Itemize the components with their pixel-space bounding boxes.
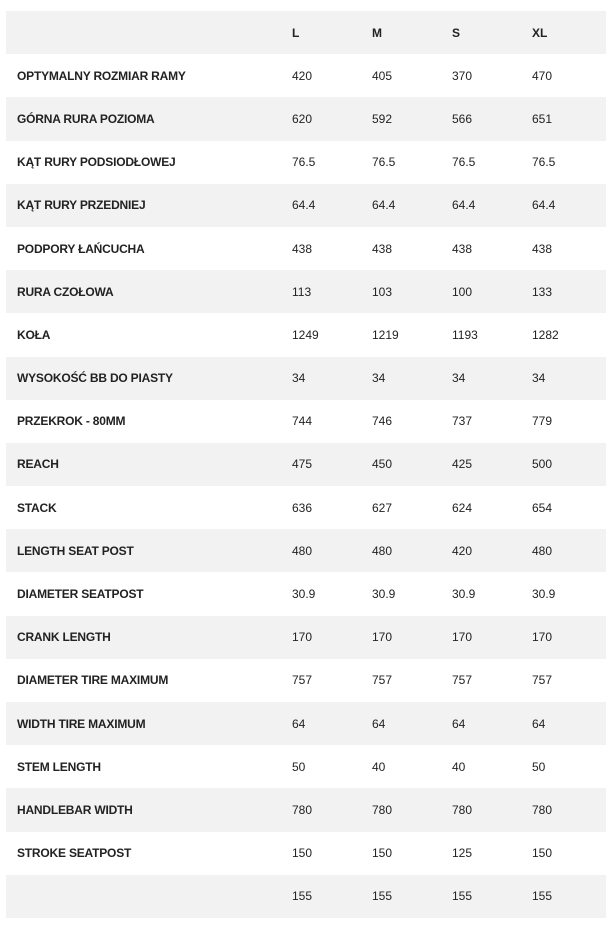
row-label: WYSOKOŚĆ BB DO PIASTY <box>17 371 173 386</box>
table-row <box>6 357 606 400</box>
table-row <box>6 270 606 313</box>
row-value: 780 <box>452 802 473 817</box>
row-value: 150 <box>532 846 553 861</box>
row-value: 64.4 <box>532 198 556 213</box>
row-value: 30.9 <box>452 587 476 602</box>
row-value: 30.9 <box>372 587 396 602</box>
row-label: KĄT RURY PODSIODŁOWEJ <box>17 155 176 170</box>
row-value: 405 <box>372 68 393 83</box>
row-value: 30.9 <box>292 587 316 602</box>
row-value: 737 <box>452 414 473 429</box>
row-value: 64 <box>532 716 546 731</box>
row-value: 627 <box>372 500 393 515</box>
row-value: 155 <box>532 889 553 904</box>
row-value: 566 <box>452 111 473 126</box>
row-value: 450 <box>372 457 393 472</box>
table-row <box>6 788 606 831</box>
row-value: 64.4 <box>372 198 396 213</box>
row-value: 744 <box>292 414 313 429</box>
geometry-table <box>6 11 606 918</box>
row-value: 780 <box>292 802 313 817</box>
row-label: HANDLEBAR WIDTH <box>17 802 133 817</box>
table-row <box>6 572 606 615</box>
row-value: 592 <box>372 111 393 126</box>
row-value: 420 <box>452 543 473 558</box>
table-row <box>6 745 606 788</box>
table-row <box>6 443 606 486</box>
row-value: 420 <box>292 68 313 83</box>
table-row <box>6 141 606 184</box>
row-value: 40 <box>452 759 466 774</box>
table-row <box>6 702 606 745</box>
row-value: 30.9 <box>532 587 556 602</box>
row-value: 170 <box>292 630 313 645</box>
table-row <box>6 184 606 227</box>
row-value: 1249 <box>292 327 319 342</box>
row-value: 64.4 <box>452 198 476 213</box>
row-value: 50 <box>532 759 546 774</box>
table-header-row <box>6 11 606 54</box>
row-label: RURA CZOŁOWA <box>17 284 114 299</box>
row-value: 438 <box>292 241 313 256</box>
row-value: 64.4 <box>292 198 316 213</box>
row-value: 170 <box>452 630 473 645</box>
row-value: 1219 <box>372 327 399 342</box>
row-value: 757 <box>292 673 313 688</box>
row-value: 475 <box>292 457 313 472</box>
row-value: 50 <box>292 759 306 774</box>
row-value: 1193 <box>452 327 478 342</box>
row-value: 133 <box>532 284 553 299</box>
row-value: 746 <box>372 414 393 429</box>
row-value: 103 <box>372 284 393 299</box>
row-value: 370 <box>452 68 473 83</box>
table-row <box>6 227 606 270</box>
row-value: 64 <box>452 716 466 731</box>
row-value: 1282 <box>532 327 559 342</box>
row-value: 757 <box>372 673 393 688</box>
row-value: 500 <box>532 457 553 472</box>
row-value: 76.5 <box>292 155 316 170</box>
row-value: 470 <box>532 68 553 83</box>
table-row <box>6 400 606 443</box>
row-value: 438 <box>532 241 553 256</box>
table-row <box>6 54 606 97</box>
row-value: 780 <box>372 802 393 817</box>
row-value: 425 <box>452 457 473 472</box>
row-value: 654 <box>532 500 553 515</box>
header-cell-size-l: L <box>292 25 300 40</box>
row-label <box>6 875 287 918</box>
row-value: 780 <box>532 802 553 817</box>
row-value: 76.5 <box>532 155 556 170</box>
table-row <box>6 486 606 529</box>
row-value: 40 <box>372 759 386 774</box>
table-row <box>6 832 606 875</box>
table-row <box>6 97 606 140</box>
row-value: 480 <box>532 543 553 558</box>
row-value: 757 <box>452 673 473 688</box>
table-body <box>6 54 606 918</box>
row-label: DIAMETER SEATPOST <box>17 587 144 602</box>
row-label: OPTYMALNY ROZMIAR RAMY <box>17 68 186 83</box>
row-value: 76.5 <box>452 155 476 170</box>
row-value: 636 <box>292 500 313 515</box>
header-cell-size-xl: XL <box>532 25 548 40</box>
geometry-table-container <box>6 11 606 918</box>
row-value: 757 <box>532 673 553 688</box>
row-value: 76.5 <box>372 155 396 170</box>
row-value: 620 <box>292 111 313 126</box>
table-row <box>6 313 606 356</box>
row-value: 438 <box>452 241 473 256</box>
header-cell-size-s: S <box>452 25 461 40</box>
row-label: LENGTH SEAT POST <box>17 543 134 558</box>
row-label: DIAMETER TIRE MAXIMUM <box>17 673 169 688</box>
row-value: 651 <box>532 111 553 126</box>
header-cell <box>6 11 287 54</box>
row-label: KOŁA <box>17 327 51 342</box>
row-value: 34 <box>292 371 306 386</box>
row-value: 480 <box>372 543 393 558</box>
table-row <box>6 659 606 702</box>
row-value: 624 <box>452 500 473 515</box>
row-value: 34 <box>452 371 466 386</box>
header-cell-size-m: M <box>372 25 382 40</box>
row-value: 480 <box>292 543 313 558</box>
row-value: 125 <box>452 846 473 861</box>
row-value: 438 <box>372 241 393 256</box>
row-label: STACK <box>17 500 57 515</box>
row-value: 155 <box>292 889 313 904</box>
row-value: 155 <box>452 889 473 904</box>
table-row <box>6 875 606 918</box>
table-row <box>6 616 606 659</box>
row-value: 150 <box>292 846 313 861</box>
row-value: 170 <box>372 630 393 645</box>
row-value: 113 <box>292 284 312 299</box>
row-value: 34 <box>532 371 546 386</box>
row-label: GÓRNA RURA POZIOMA <box>17 111 155 126</box>
row-label: STROKE SEATPOST <box>17 846 132 861</box>
row-label: WIDTH TIRE MAXIMUM <box>17 716 146 731</box>
row-value: 34 <box>372 371 386 386</box>
row-value: 64 <box>372 716 386 731</box>
row-value: 100 <box>452 284 473 299</box>
row-label: KĄT RURY PRZEDNIEJ <box>17 198 146 213</box>
row-label: STEM LENGTH <box>17 759 101 774</box>
row-label: PODPORY ŁAŃCUCHA <box>17 241 145 256</box>
row-value: 64 <box>292 716 306 731</box>
row-label: REACH <box>17 457 59 472</box>
table-row <box>6 529 606 572</box>
row-value: 155 <box>372 889 393 904</box>
row-label: PRZEKROK - 80MM <box>17 414 126 429</box>
row-value: 150 <box>372 846 393 861</box>
row-label: CRANK LENGTH <box>17 630 111 645</box>
row-value: 170 <box>532 630 553 645</box>
row-value: 779 <box>532 414 553 429</box>
